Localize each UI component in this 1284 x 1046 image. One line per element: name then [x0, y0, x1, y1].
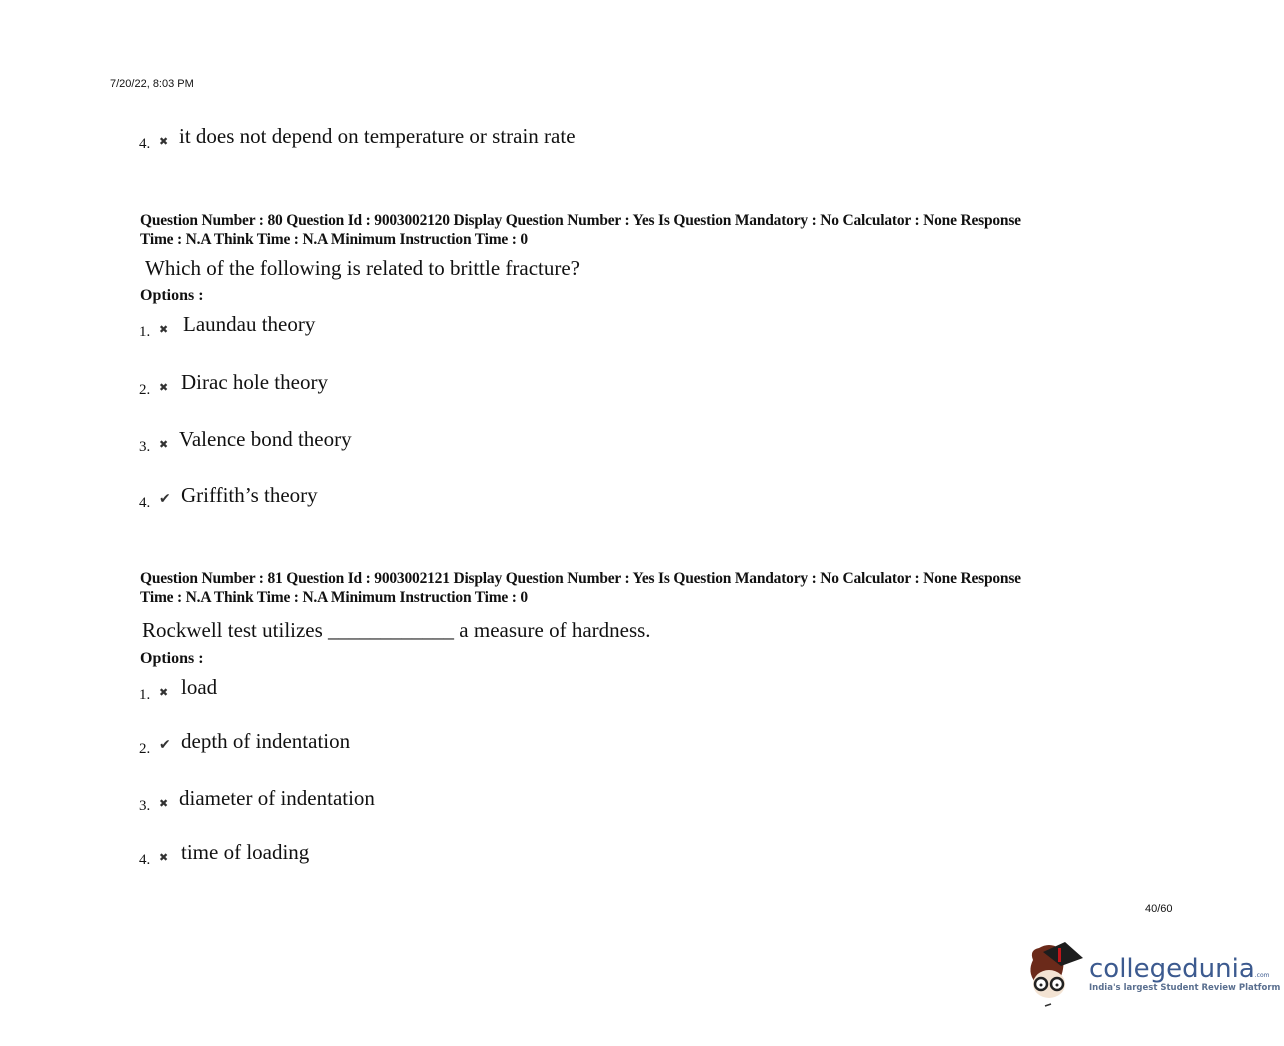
option-item: 1. ✖ Laundau theory	[139, 312, 316, 340]
page-number: 40/60	[1145, 903, 1173, 915]
cross-icon: ✖	[159, 135, 169, 148]
option-item: 4. ✖ time of loading	[139, 840, 310, 868]
option-item: 2. ✖ Dirac hole theory	[139, 370, 328, 398]
cross-icon: ✖	[159, 323, 169, 336]
options-label: Options :	[140, 287, 204, 304]
option-item: 4. ✖ it does not depend on temperature or strain rate	[139, 124, 576, 152]
option-item: 3. ✖ diameter of indentation	[139, 786, 375, 814]
collegedunia-logo: collegedunia.com India's largest Student Review Platform	[1025, 940, 1280, 1008]
option-item: 4. ✔ Griffith’s theory	[139, 483, 318, 511]
option-item: 2. ✔ depth of indentation	[139, 729, 351, 757]
options-label: Options :	[140, 650, 204, 667]
check-icon: ✔	[159, 737, 171, 753]
mascot-icon	[1025, 940, 1085, 1008]
option-item: 3. ✖ Valence bond theory	[139, 427, 352, 455]
option-item: 1. ✖ load	[139, 675, 218, 703]
cross-icon: ✖	[159, 797, 169, 810]
cross-icon: ✖	[159, 381, 169, 394]
question-meta: Question Number : 80 Question Id : 9003002120 Display Question Number : Yes Is Question Mandatory : No Calculator : None Response Time : N.A Think Time : N.A Minimum Instruction Time : 0	[140, 212, 1021, 248]
timestamp: 7/20/22, 8:03 PM	[110, 78, 194, 90]
question-text: Rockwell test utilizes ____________ a measure of hardness.	[142, 618, 651, 642]
check-icon: ✔	[159, 491, 171, 507]
cross-icon: ✖	[159, 438, 169, 451]
question-text: Which of the following is related to brittle fracture?	[145, 256, 581, 280]
question-meta: Question Number : 81 Question Id : 9003002121 Display Question Number : Yes Is Question Mandatory : No Calculator : None Response Time : N.A Think Time : N.A Minimum Instruction Time : 0	[140, 570, 1021, 606]
cross-icon: ✖	[159, 686, 169, 699]
cross-icon: ✖	[159, 851, 169, 864]
